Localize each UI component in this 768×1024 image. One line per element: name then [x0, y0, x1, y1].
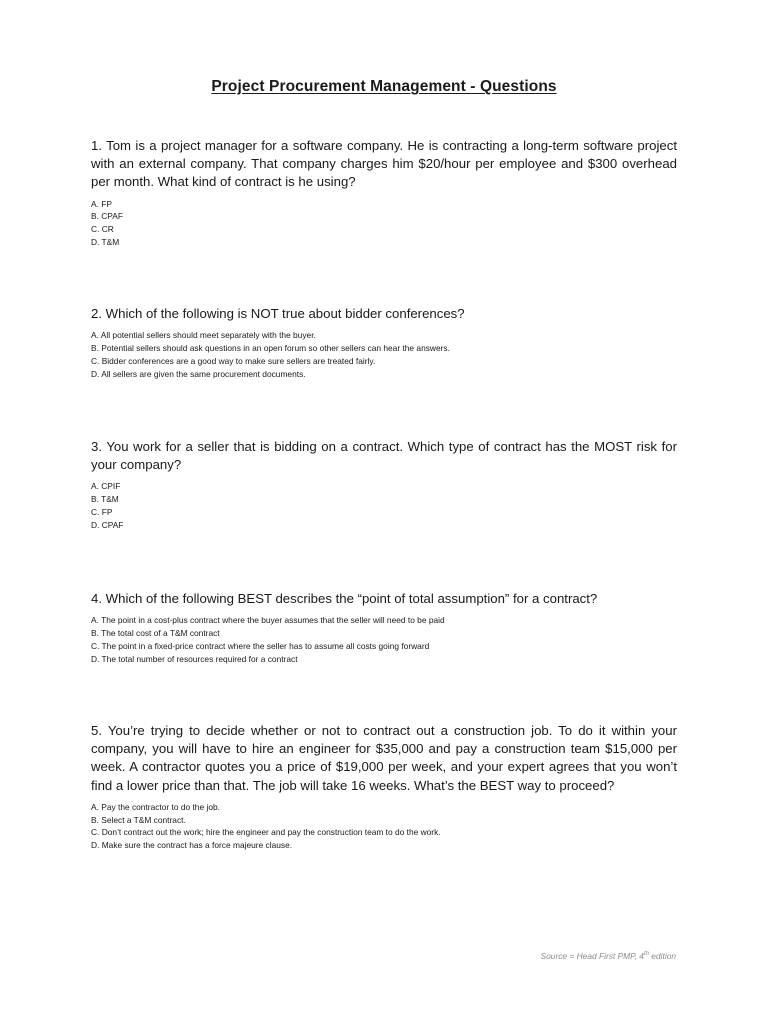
question-text: 4. Which of the following BEST describes the “point of total assumption” for a contract?	[91, 591, 598, 606]
option-c: C. Bidder conferences are a good way to make sure sellers are treated fairly.	[91, 355, 376, 366]
option-c: C. CR	[91, 224, 114, 235]
option-d: D. CPAF	[91, 519, 124, 530]
option-b: B. Potential sellers should ask questions in an open forum so other sellers can hear the answers.	[91, 343, 450, 353]
option-b: B. The total cost of a T&M contract	[91, 628, 220, 638]
question-text: 3. You work for a seller that is bidding on a contract. Which type of contract has the MOST risk for your company?	[91, 439, 677, 473]
source-suffix: edition	[648, 951, 676, 961]
option-a: A. CPIF	[91, 481, 121, 492]
source-superscript: th	[643, 951, 649, 958]
page-title: Project Procurement Management - Questions	[211, 78, 557, 95]
source-citation	[541, 951, 676, 961]
answer-options	[91, 614, 677, 665]
option-c: C. FP	[91, 507, 113, 517]
question-text: 2. Which of the following is NOT true about bidder conferences?	[91, 306, 465, 321]
option-c: C. The point in a fixed-price contract where the seller has to assume all costs going forward	[91, 640, 430, 651]
question-2	[91, 305, 677, 380]
source-text: Source = Head First PMP, 4	[540, 951, 644, 961]
question-4	[91, 590, 677, 665]
option-a: A. All potential sellers should meet separately with the buyer.	[91, 330, 316, 341]
option-d: D. The total number of resources required for a contract	[91, 653, 298, 664]
question-text: 1. Tom is a project manager for a software company. He is contracting a long-term software project with an external company. That company charges him $20/hour per employee and $300 overhead per month. What kind of contract is he using?	[91, 138, 677, 190]
option-b: B. T&M	[91, 494, 119, 505]
question-5	[91, 722, 677, 852]
option-d: D. All sellers are given the same procurement documents.	[91, 368, 306, 379]
option-a: A. FP	[91, 198, 112, 209]
option-a: A. The point in a cost-plus contract where the buyer assumes that the seller will need to be paid	[91, 615, 445, 626]
option-a: A. Pay the contractor to do the job.	[91, 801, 220, 812]
answer-options	[91, 480, 677, 531]
question-text: 5. You’re trying to decide whether or not to contract out a construction job. To do it within your company, you will have to hire an engineer for $35,000 and pay a construction team $15,000 per week. A contractor quotes you a price of $19,000 per week, and your expert agrees that you won’t find a lower price than that. The job will take 16 weeks. What’s the BEST way to proceed?	[91, 723, 677, 793]
option-d: D. Make sure the contract has a force majeure clause.	[91, 840, 293, 851]
answer-options	[91, 198, 677, 249]
option-b: B. CPAF	[91, 211, 123, 222]
answer-options	[91, 329, 677, 380]
option-d: D. T&M	[91, 237, 120, 247]
question-1	[91, 137, 677, 249]
option-b: B. Select a T&M contract.	[91, 814, 186, 825]
answer-options	[91, 801, 677, 852]
option-c: C. Don’t contract out the work; hire the engineer and pay the construction team to do the work.	[91, 827, 441, 838]
question-3	[91, 438, 677, 532]
